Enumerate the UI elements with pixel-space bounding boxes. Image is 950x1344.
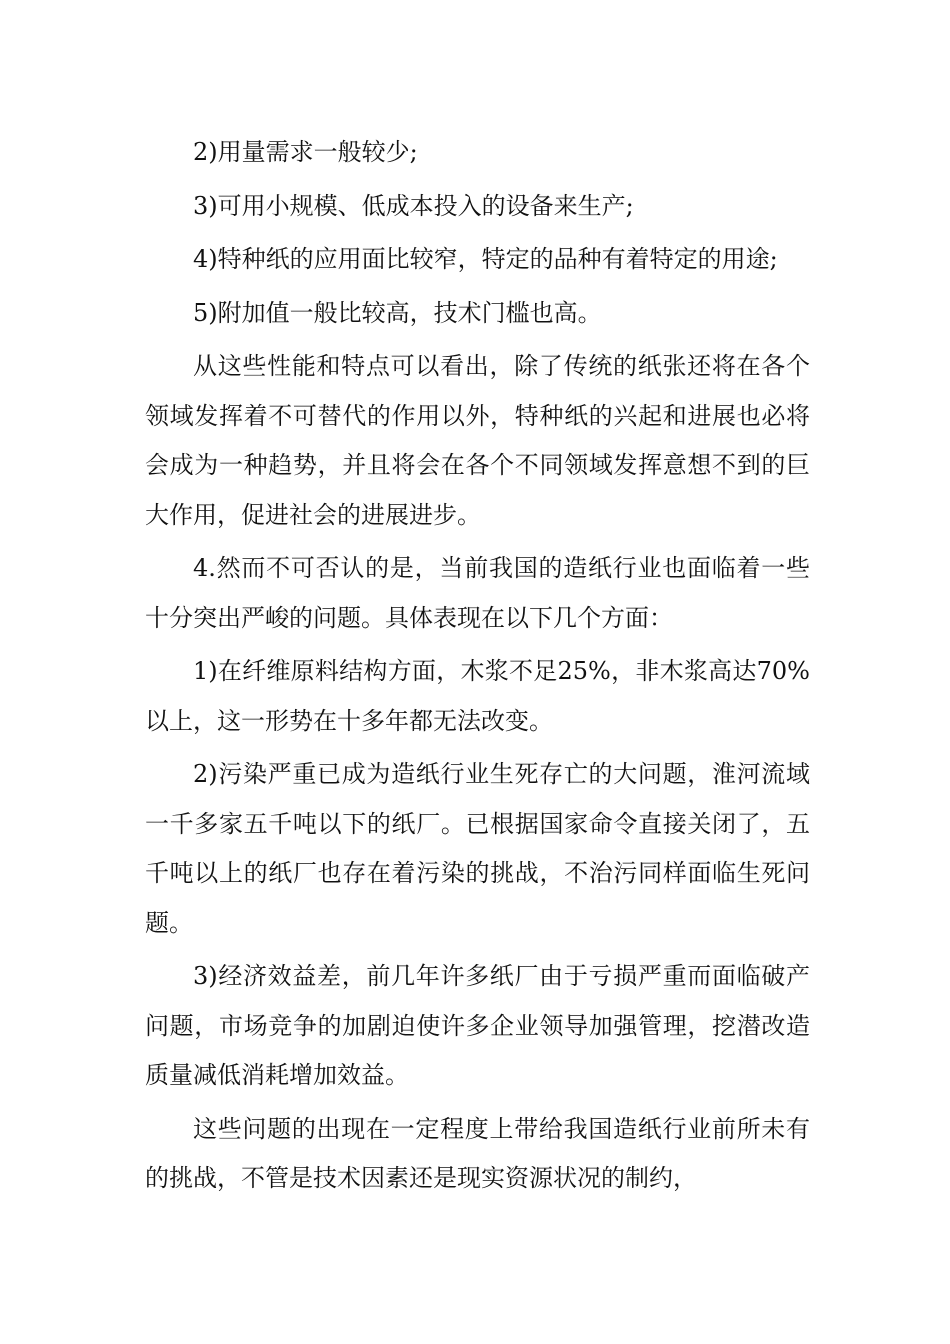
document-body: [145, 128, 810, 1208]
paragraph-conclusion: 从这些性能和特点可以看出，除了传统的纸张还将在各个领域发挥着不可替代的作用以外，特种纸的兴起和进展也必将会成为一种趋势，并且将会在各个不同领域发挥意想不到的巨大作用，促进社会的进展进步。: [145, 352, 810, 529]
paragraph-item-5: 5)附加值一般比较高，技术门槛也高。: [193, 298, 602, 327]
paragraph-item-2: 2)用量需求一般较少;: [193, 138, 418, 166]
paragraph-item-4: 4)特种纸的应用面比较窄，特定的品种有着特定的用途;: [193, 245, 778, 273]
paragraph-problem-1: 1)在纤维原料结构方面，木浆不足25%，非木浆高达70%以上，这一形势在十多年都无法改变。: [145, 657, 810, 735]
paragraph-challenges: 这些问题的出现在一定程度上带给我国造纸行业前所未有的挑战，不管是技术因素还是现实资源状况的制约，: [145, 1114, 810, 1192]
paragraph-item-3: 3)可用小规模、低成本投入的设备来生产;: [193, 191, 634, 220]
paragraph-section-4: 4.然而不可否认的是，当前我国的造纸行业也面临着一些十分突出严峻的问题。具体表现在以下几个方面：: [145, 554, 810, 632]
paragraph-problem-3: 3)经济效益差，前几年许多纸厂由于亏损严重而面临破产问题，市场竞争的加剧迫使许多企业领导加强管理，挖潜改造质量减低消耗增加效益。: [145, 962, 810, 1089]
paragraph-problem-2: 2)污染严重已成为造纸行业生死存亡的大问题，淮河流域一千多家五千吨以下的纸厂。已根据国家命令直接关闭了，五千吨以上的纸厂也存在着污染的挑战，不治污同样面临生死问题。: [145, 760, 810, 937]
